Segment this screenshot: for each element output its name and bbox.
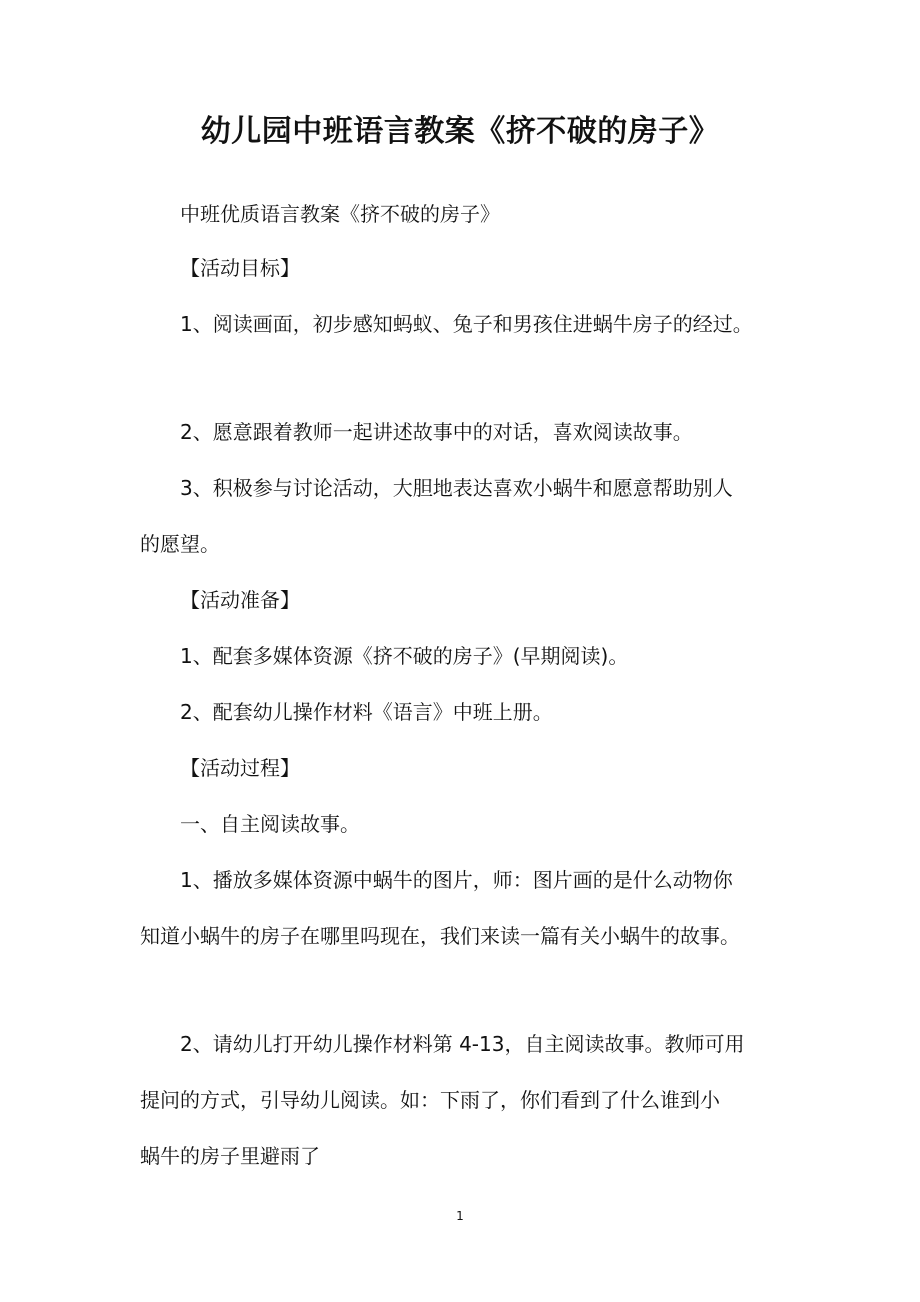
step-item-2-line-3: 蜗牛的房子里避雨了 — [140, 1144, 320, 1168]
document-title: 幼儿园中班语言教案《挤不破的房子》 — [200, 114, 720, 149]
goal-item-3-line-2: 的愿望。 — [140, 532, 220, 556]
subtitle: 中班优质语言教案《挤不破的房子》 — [180, 202, 500, 226]
goal-item-2: 2、愿意跟着教师一起讲述故事中的对话，喜欢阅读故事。 — [180, 420, 693, 444]
goal-item-1: 1、阅读画面，初步感知蚂蚁、兔子和男孩住进蜗牛房子的经过。 — [180, 312, 753, 336]
step-item-1-line-2: 知道小蜗牛的房子在哪里吗现在，我们来读一篇有关小蜗牛的故事。 — [140, 924, 740, 948]
preparation-heading: 【活动准备】 — [180, 588, 300, 612]
preparation-item-1: 1、配套多媒体资源《挤不破的房子》(早期阅读)。 — [180, 644, 629, 668]
preparation-item-2: 2、配套幼儿操作材料《语言》中班上册。 — [180, 700, 553, 724]
step-heading: 一、自主阅读故事。 — [180, 812, 360, 836]
step-item-1-line-1: 1、播放多媒体资源中蜗牛的图片，师：图片画的是什么动物你 — [180, 868, 733, 892]
goal-item-3-line-1: 3、积极参与讨论活动，大胆地表达喜欢小蜗牛和愿意帮助别人 — [180, 476, 733, 500]
page-number: 1 — [456, 1209, 464, 1223]
step-item-2-line-1: 2、请幼儿打开幼儿操作材料第 4-13，自主阅读故事。教师可用 — [180, 1032, 745, 1056]
process-heading: 【活动过程】 — [180, 756, 300, 780]
step-item-2-line-2: 提问的方式，引导幼儿阅读。如：下雨了，你们看到了什么谁到小 — [140, 1088, 720, 1112]
goals-heading: 【活动目标】 — [180, 256, 300, 280]
